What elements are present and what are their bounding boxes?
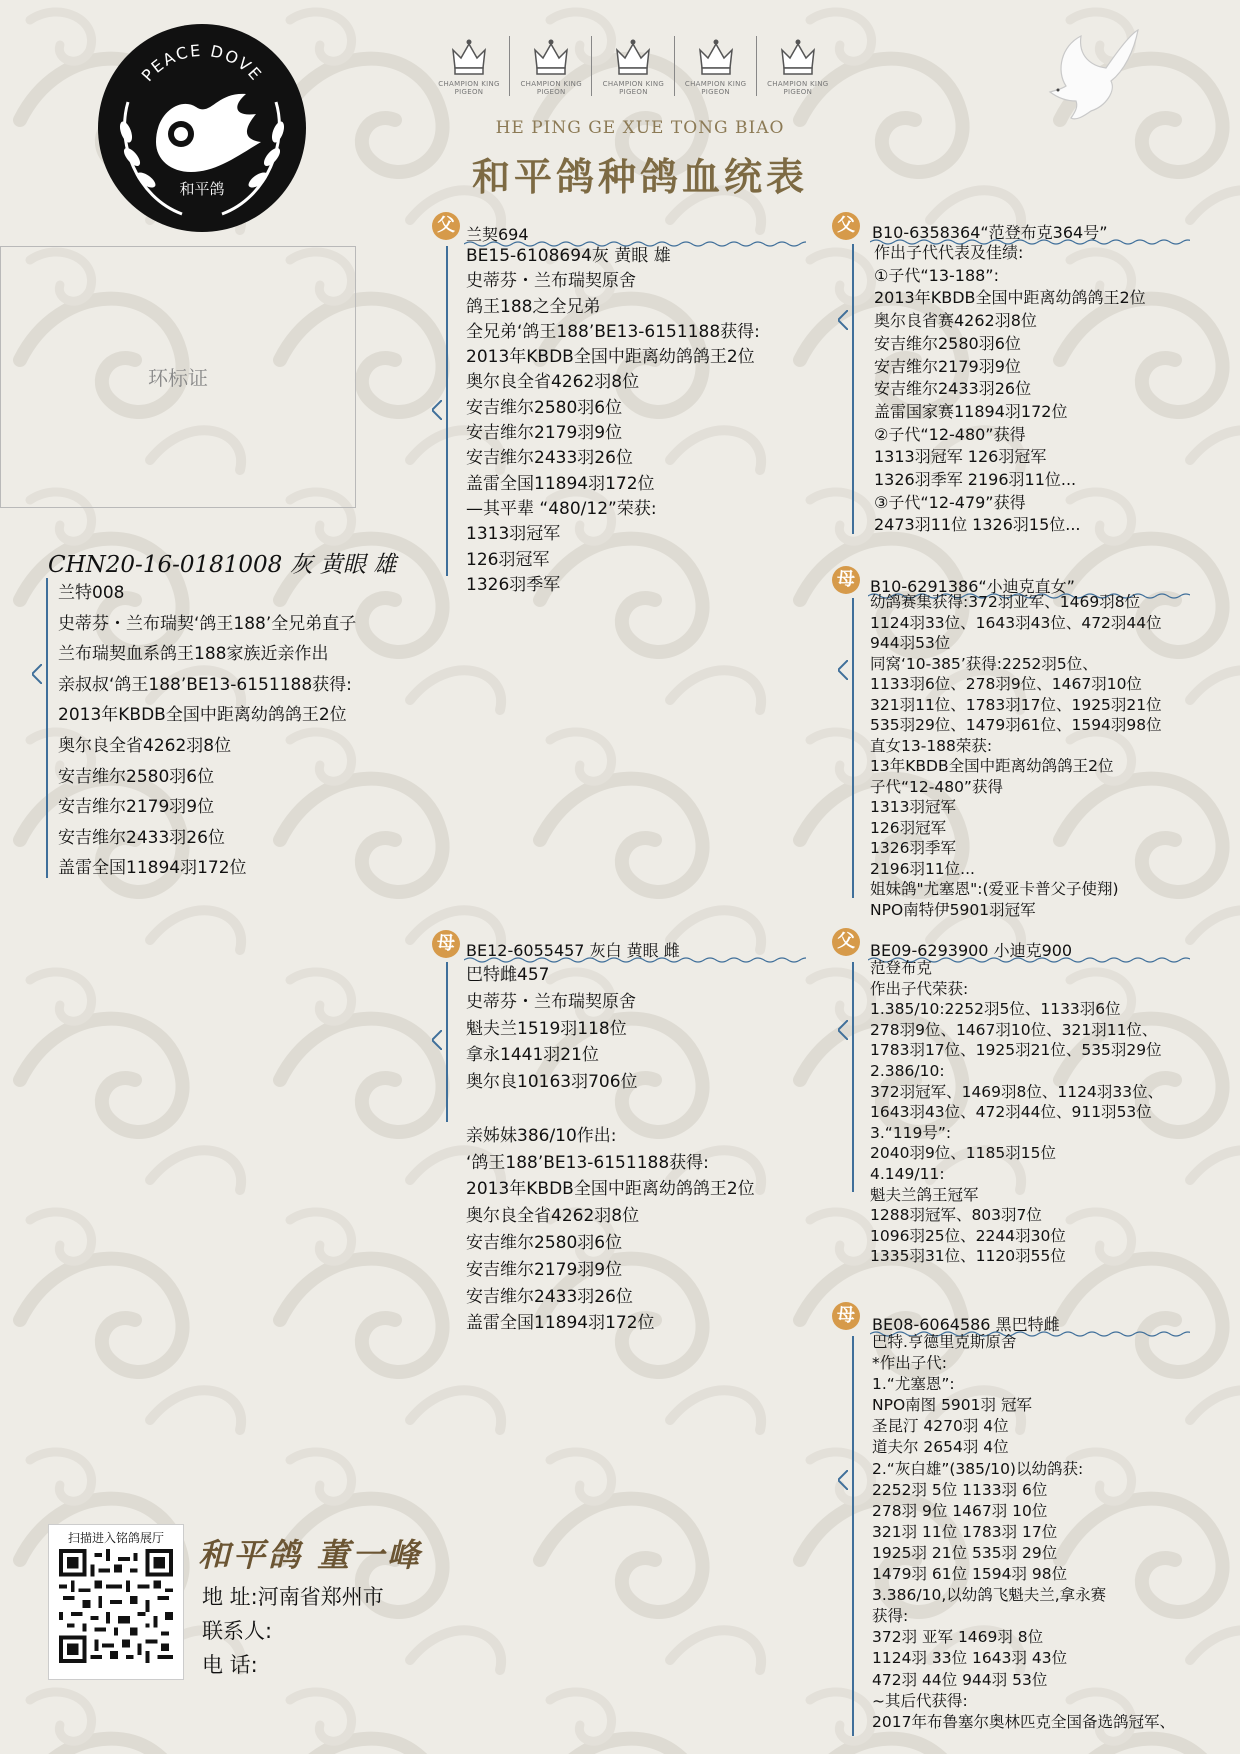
sire-dam-line: 2196羽11位... xyxy=(870,859,975,878)
sire-dam-line: 535羽29位、1479羽61位、1594羽98位 xyxy=(870,716,1162,734)
dam-line: 奥尔良全省4262羽8位 xyxy=(466,1206,640,1227)
dam-sire-line: 1.385/10:2252羽5位、1133羽6位 xyxy=(870,1000,1121,1019)
sire-sire-line: 2013年KBDB全国中距离幼鸽鸽王2位 xyxy=(874,288,1146,308)
dam-dam-line: NPO南图 5901羽 冠军 xyxy=(872,1396,1032,1415)
subject-line: 奥尔良全省4262羽8位 xyxy=(58,735,232,756)
dam-sire-bracket xyxy=(852,962,854,1192)
dam-sire-header: BE09-6293900 小迪克900 xyxy=(870,941,1073,960)
sire-dam-details xyxy=(870,592,1162,920)
dam-bracket xyxy=(446,962,448,1122)
bracket-chevron-icon xyxy=(432,1030,442,1050)
crown-icon xyxy=(510,36,592,96)
subject-line: 史蒂芬・兰布瑞契‘鸽王188’全兄弟直子 xyxy=(58,613,357,634)
dam-line: 史蒂芬・兰布瑞契原舍 xyxy=(466,991,636,1012)
champion-crowns xyxy=(428,36,838,96)
ring-card-label: 环标证 xyxy=(148,366,208,390)
dam-line xyxy=(466,1096,755,1123)
sire-sire-line: 2473羽11位 1326羽15位... xyxy=(874,515,1081,535)
dam-dam-line: 1.“尤塞恩”: xyxy=(872,1375,955,1394)
dam-header: BE12-6055457 灰白 黄眼 雌 xyxy=(466,941,680,960)
sire-line: 奥尔良全省4262羽8位 xyxy=(466,372,640,393)
subject-line: 兰布瑞契血系鸽王188家族近亲作出 xyxy=(58,644,329,665)
dam-sire-line: 2.386/10: xyxy=(870,1061,945,1080)
bracket-chevron-icon xyxy=(838,310,848,330)
dam-dam-line: 2017年布鲁塞尔奥林匹克全国备选鸽冠军、 xyxy=(872,1712,1175,1731)
subject-ring-number: CHN20-16-0181008 灰 黄眼 雄 xyxy=(48,552,397,578)
dam-dam-line: 1124羽 33位 1643羽 43位 xyxy=(872,1649,1068,1668)
subject-line: 盖雷全国11894羽172位 xyxy=(58,858,247,879)
sire-dam-line: 321羽11位、1783羽17位、1925羽21位 xyxy=(870,695,1162,714)
brand-signature: 和平鸽 董一峰 xyxy=(198,1536,423,1574)
sire-dam-header: B10-6291386“小迪克直女” xyxy=(870,577,1075,596)
dam-sire-line: 1335羽31位、1120羽55位 xyxy=(870,1247,1066,1266)
sire-dam-line: 直女13-188荣获: xyxy=(870,736,993,755)
sire-sire-line: ③子代“12-479”获得 xyxy=(874,492,1026,512)
dam-dam-line: 372羽 亚军 1469羽 8位 xyxy=(872,1628,1044,1647)
dam-dam-line: 3.386/10,以幼鸽飞魁夫兰,拿永赛 xyxy=(872,1586,1107,1605)
logo-bottom-text: 和平鸽 xyxy=(179,180,225,198)
sire-line: 全兄弟‘鸽王188’BE13-6151188获得: xyxy=(466,321,760,342)
sire-line: 安吉维尔2179羽9位 xyxy=(466,423,623,444)
sire-dam-line: 同窝‘10-385’获得:2252羽5位、 xyxy=(870,654,1098,673)
subject-line: 亲叔叔‘鸽王188’BE13-6151188获得: xyxy=(58,674,352,695)
subject-details xyxy=(58,578,356,884)
sire-dam-line: 944羽53位 xyxy=(870,634,951,652)
crown-caption: CHAMPION KING PIGEON xyxy=(767,80,829,96)
sire-line: 盖雷全国11894羽172位 xyxy=(466,473,655,494)
dam-dam-line: *作出子代: xyxy=(872,1354,947,1373)
dam-line: 安吉维尔2179羽9位 xyxy=(466,1259,623,1280)
dam-dam-line: 圣昆汀 4270羽 4位 xyxy=(872,1417,1009,1436)
sire-header: 兰契694 xyxy=(466,225,529,244)
sire-sire-line: ①子代“13-188”: xyxy=(874,265,999,285)
dam-line: ‘鸽王188’BE13-6151188获得: xyxy=(466,1152,709,1173)
sire-sire-details xyxy=(874,242,1146,537)
sire-sire-line: 1313羽冠军 126羽冠军 xyxy=(874,447,1047,467)
logo-top-text: PEACE DOVE xyxy=(137,40,267,86)
bracket-chevron-icon xyxy=(838,660,848,680)
sire-line: 安吉维尔2580羽6位 xyxy=(466,397,623,418)
qr-caption: 扫描进入铭鸽展厅 xyxy=(67,1531,164,1545)
dam-line: 巴特雌457 xyxy=(466,965,550,985)
sire-line: 1313羽冠军 xyxy=(466,524,561,545)
dam-dam-line: 2.“灰白雄”(385/10)以幼鸽获: xyxy=(872,1459,1084,1478)
page-title: 和平鸽种鸽血统表 xyxy=(471,154,808,199)
dam-sire-badge: 父 xyxy=(832,928,860,956)
dam-line: 安吉维尔2580羽6位 xyxy=(466,1232,623,1253)
sire-sire-line: 1326羽季军 2196羽11位... xyxy=(874,470,1077,490)
crown-icon xyxy=(757,36,838,96)
dam-dam-badge: 母 xyxy=(832,1302,860,1330)
sire-dam-line: 1326羽季军 xyxy=(870,839,956,857)
sire-dam-line: 1313羽冠军 xyxy=(870,798,956,816)
bracket-chevron-icon xyxy=(838,1470,848,1490)
sire-line: —其平辈 “480/12”荣获: xyxy=(466,498,657,519)
sire-dam-bracket xyxy=(852,598,854,898)
dam-dam-line: 获得: xyxy=(872,1607,909,1626)
sire-dam-line: 1124羽33位、1643羽43位、472羽44位 xyxy=(870,613,1162,632)
sire-badge: 父 xyxy=(432,212,460,240)
sire-sire-line: 安吉维尔2179羽9位 xyxy=(874,356,1021,376)
subject-line: 2013年KBDB全国中距离幼鸽鸽王2位 xyxy=(58,705,347,726)
dam-sire-line: 4.149/11: xyxy=(870,1164,945,1183)
sire-line: BE15-6108694灰 黄眼 雄 xyxy=(466,246,671,266)
subject-bracket xyxy=(46,578,48,878)
dam-dam-line: 1479羽 61位 1594羽 98位 xyxy=(872,1565,1068,1584)
dam-badge: 母 xyxy=(432,930,460,958)
subject-line: 兰特008 xyxy=(58,583,125,603)
sire-dam-line: NPO南特伊5901羽冠军 xyxy=(870,900,1036,919)
dam-dam-line: 道夫尔 2654羽 4位 xyxy=(872,1438,1009,1457)
dam-dam-line: ~其后代获得: xyxy=(872,1691,968,1710)
phone: 电 话: xyxy=(202,1653,258,1677)
dam-line: 2013年KBDB全国中距离幼鸽鸽王2位 xyxy=(466,1179,755,1200)
dam-dam-bracket xyxy=(852,1336,854,1736)
sire-sire-bracket xyxy=(852,244,854,534)
dam-line: 亲姊妹386/10作出: xyxy=(466,1125,617,1146)
qr-card[interactable] xyxy=(48,1524,184,1680)
crown-icon xyxy=(675,36,757,96)
crown-caption: CHAMPION KING PIGEON xyxy=(520,80,582,96)
sire-dam-line: 1133羽6位、278羽9位、1467羽10位 xyxy=(870,675,1142,693)
sire-line: 安吉维尔2433羽26位 xyxy=(466,448,633,469)
contact-person: 联系人: xyxy=(202,1619,273,1643)
dam-dam-line: 321羽 11位 1783羽 17位 xyxy=(872,1522,1058,1541)
dam-dam-details xyxy=(872,1332,1175,1733)
dam-dam-line: 巴特.亨德里克斯原舍 xyxy=(872,1333,1017,1351)
dam-line: 拿永1441羽21位 xyxy=(466,1045,599,1066)
dam-sire-line: 3.“119号”: xyxy=(870,1123,952,1142)
sire-sire-line: 安吉维尔2433羽26位 xyxy=(874,379,1032,399)
dam-sire-line: 372羽冠军、1469羽8位、1124羽33位、 xyxy=(870,1082,1164,1101)
bracket-chevron-icon xyxy=(432,400,442,420)
dam-dam-line: 1925羽 21位 535羽 29位 xyxy=(872,1543,1058,1562)
dove-icon xyxy=(1036,26,1140,122)
sire-dam-line: 姐妹鸽"尤塞恩":(爱亚卡普父子使翔) xyxy=(870,880,1119,898)
sire-dam-line: 126羽冠军 xyxy=(870,818,947,837)
dam-sire-line: 1783羽17位、1925羽21位、535羽29位 xyxy=(870,1041,1162,1060)
crown-icon xyxy=(592,36,674,96)
dam-sire-line: 范登布克 xyxy=(870,959,933,977)
sire-dam-badge: 母 xyxy=(832,566,860,594)
pinyin-title: HE PING GE XUE TONG BIAO xyxy=(495,118,785,138)
dam-sire-details xyxy=(870,958,1163,1267)
sire-sire-line: 安吉维尔2580羽6位 xyxy=(874,333,1021,353)
sire-sire-line: ②子代“12-480”获得 xyxy=(874,424,1026,444)
sire-dam-line: 13年KBDB全国中距离幼鸽鸽王2位 xyxy=(870,757,1114,775)
dam-sire-line: 2040羽9位、1185羽15位 xyxy=(870,1144,1056,1163)
sire-sire-line: 盖雷国家赛11894羽172位 xyxy=(874,401,1068,421)
sire-line: 鸽王188之全兄弟 xyxy=(466,296,601,317)
sire-dam-line: 子代“12-480”获得 xyxy=(870,777,1003,796)
sire-sire-header: B10-6358364“范登布克364号” xyxy=(872,223,1108,242)
dam-line: 魁夫兰1519羽118位 xyxy=(466,1018,627,1039)
bracket-chevron-icon xyxy=(838,1020,848,1040)
address: 地 址:河南省郑州市 xyxy=(202,1585,384,1609)
subject-line: 安吉维尔2179羽9位 xyxy=(58,797,215,818)
dam-dam-header: BE08-6064586 黑巴特雌 xyxy=(872,1315,1060,1334)
dam-sire-line: 278羽9位、1467羽10位、321羽11位、 xyxy=(870,1020,1158,1039)
dam-sire-line: 1643羽43位、472羽44位、911羽53位 xyxy=(870,1103,1152,1122)
dam-dam-line: 278羽 9位 1467羽 10位 xyxy=(872,1501,1048,1520)
dam-line: 安吉维尔2433羽26位 xyxy=(466,1286,633,1307)
sire-line: 1326羽季军 xyxy=(466,574,561,595)
sire-bracket xyxy=(446,246,448,576)
dam-line: 奥尔良10163羽706位 xyxy=(466,1072,638,1093)
contact-block xyxy=(202,1580,384,1682)
peace-dove-logo xyxy=(96,22,308,234)
crown-icon xyxy=(428,36,510,96)
subject-line: 安吉维尔2433羽26位 xyxy=(58,827,225,848)
dam-sire-line: 1096羽25位、2244羽30位 xyxy=(870,1226,1066,1245)
crown-caption: CHAMPION KING PIGEON xyxy=(684,80,747,96)
dam-dam-line: 2252羽 5位 1133羽 6位 xyxy=(872,1480,1048,1499)
sire-dam-line: 幼鸽赛集获得:372羽亚军、1469羽8位 xyxy=(870,593,1141,611)
crown-caption: CHAMPION KING PIGEON xyxy=(602,80,665,96)
subject-line: 安吉维尔2580羽6位 xyxy=(58,766,215,787)
bracket-chevron-icon xyxy=(32,664,42,684)
crown-caption: CHAMPION KING PIGEON xyxy=(438,80,500,96)
sire-line: 126羽冠军 xyxy=(466,549,550,570)
dam-sire-line: 1288羽冠军、803羽7位 xyxy=(870,1206,1042,1225)
sire-line: 史蒂芬・兰布瑞契原舍 xyxy=(466,271,636,292)
sire-line: 2013年KBDB全国中距离幼鸽鸽王2位 xyxy=(466,347,755,368)
sire-sire-line: 作出子代代表及佳绩: xyxy=(874,243,1024,262)
dam-line: 盖雷全国11894羽172位 xyxy=(466,1313,655,1334)
dam-sire-line: 作出子代荣获: xyxy=(870,979,969,998)
dam-dam-line: 472羽 44位 944羽 53位 xyxy=(872,1670,1048,1689)
sire-sire-line: 奥尔良省赛4262羽8位 xyxy=(874,311,1037,331)
dam-sire-line: 魁夫兰鸽王冠军 xyxy=(870,1185,979,1204)
dam-details xyxy=(466,962,755,1337)
qr-code-icon xyxy=(59,1549,173,1663)
sire-details xyxy=(466,244,760,598)
sire-sire-badge: 父 xyxy=(832,212,860,240)
